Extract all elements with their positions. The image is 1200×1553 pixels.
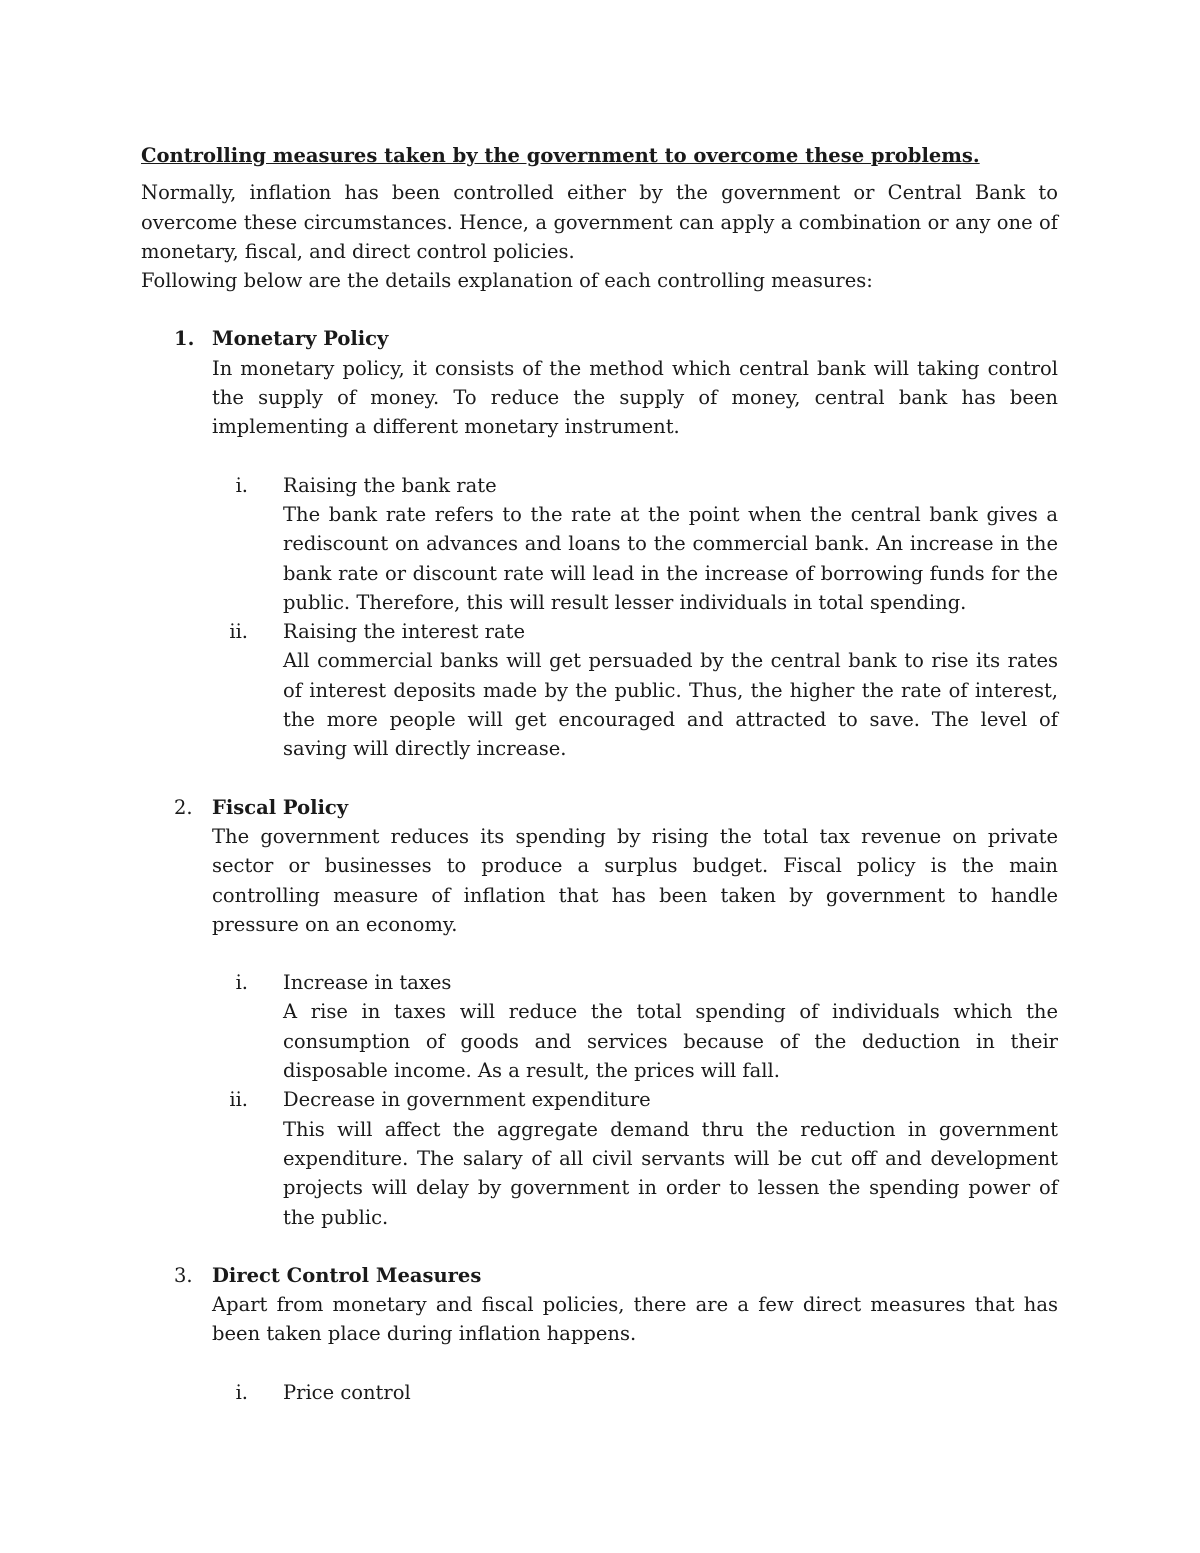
- sub-item-numeral: i.: [235, 971, 248, 995]
- section-title: Monetary Policy: [212, 327, 389, 351]
- sub-item-interest-rate: [212, 617, 1058, 763]
- section-number: 3.: [174, 1263, 193, 1287]
- sub-item-numeral: i.: [235, 1380, 248, 1404]
- section-body: In monetary policy, it consists of the method which central bank will taking control the supply of money. To reduce the supply of money, central bank has been implementing a different monetary instrument.: [212, 356, 1058, 439]
- section-title: Fiscal Policy: [212, 795, 349, 819]
- section-title: Direct Control Measures: [212, 1263, 482, 1287]
- sub-item-decrease-expenditure: [212, 1085, 1058, 1231]
- sub-item-title: Raising the interest rate: [283, 620, 526, 644]
- section-body: Apart from monetary and fiscal policies, there are a few direct measures that has been taken place during inflation happens.: [212, 1293, 1058, 1346]
- sub-item-numeral: ii.: [229, 1088, 248, 1112]
- sub-item-body: The bank rate refers to the rate at the point when the central bank gives a rediscount on advances and loans to the commercial bank. An increase in the bank rate or discount rate will lead in the increase of borrowing funds for the public. Therefore, this will result lesser individuals in total spending.: [283, 502, 1058, 614]
- document-content: [141, 141, 1058, 1407]
- sub-item-body: A rise in taxes will reduce the total spending of individuals which the consumption of goods and services because of the deduction in their disposable income. As a result, the prices will fall.: [283, 1000, 1058, 1083]
- sub-item-body: This will affect the aggregate demand thru the reduction in government expenditure. The salary of all civil servants will be cut off and development projects will delay by government in order to lessen the spending power of the public.: [283, 1117, 1058, 1229]
- sub-item-increase-taxes: [212, 968, 1058, 1085]
- sub-item-title: Decrease in government expenditure: [283, 1088, 651, 1112]
- section-direct-control: [141, 1261, 1058, 1407]
- sub-list: [212, 1378, 1058, 1407]
- section-monetary-policy: [141, 324, 1058, 763]
- document-title: Controlling measures taken by the government to overcome these problems.: [141, 144, 980, 167]
- sub-item-price-control: [212, 1378, 1058, 1407]
- sub-item-title: Increase in taxes: [283, 971, 452, 995]
- intro-following: Following below are the details explanation of each controlling measures:: [141, 269, 873, 293]
- sub-item-body: All commercial banks will get persuaded by the central bank to rise its rates of interest deposits made by the public. Thus, the higher the rate of interest, the more people will get encouraged and attracted to save. The level of saving will directly increase.: [283, 649, 1058, 761]
- intro-paragraph: Normally, inflation has been controlled either by the government or Central Bank to overcome these circumstances. Hence, a government can apply a combination or any one of monetary, fiscal, and direct control policies.: [141, 181, 1058, 263]
- section-fiscal-policy: [141, 793, 1058, 1232]
- sub-item-numeral: i.: [235, 473, 248, 497]
- sub-item-title: Price control: [283, 1380, 411, 1404]
- section-number: 1.: [174, 327, 195, 351]
- section-number: 2.: [174, 795, 193, 819]
- sub-item-bank-rate: [212, 471, 1058, 617]
- section-body: The government reduces its spending by rising the total tax revenue on private sector or businesses to produce a surplus budget. Fiscal policy is the main controlling measure of inflation that has been taken by government to handle pressure on an economy.: [212, 824, 1058, 936]
- sub-item-title: Raising the bank rate: [283, 473, 497, 497]
- sub-list: [212, 471, 1058, 764]
- sub-list: [212, 968, 1058, 1232]
- sub-item-numeral: ii.: [229, 620, 248, 644]
